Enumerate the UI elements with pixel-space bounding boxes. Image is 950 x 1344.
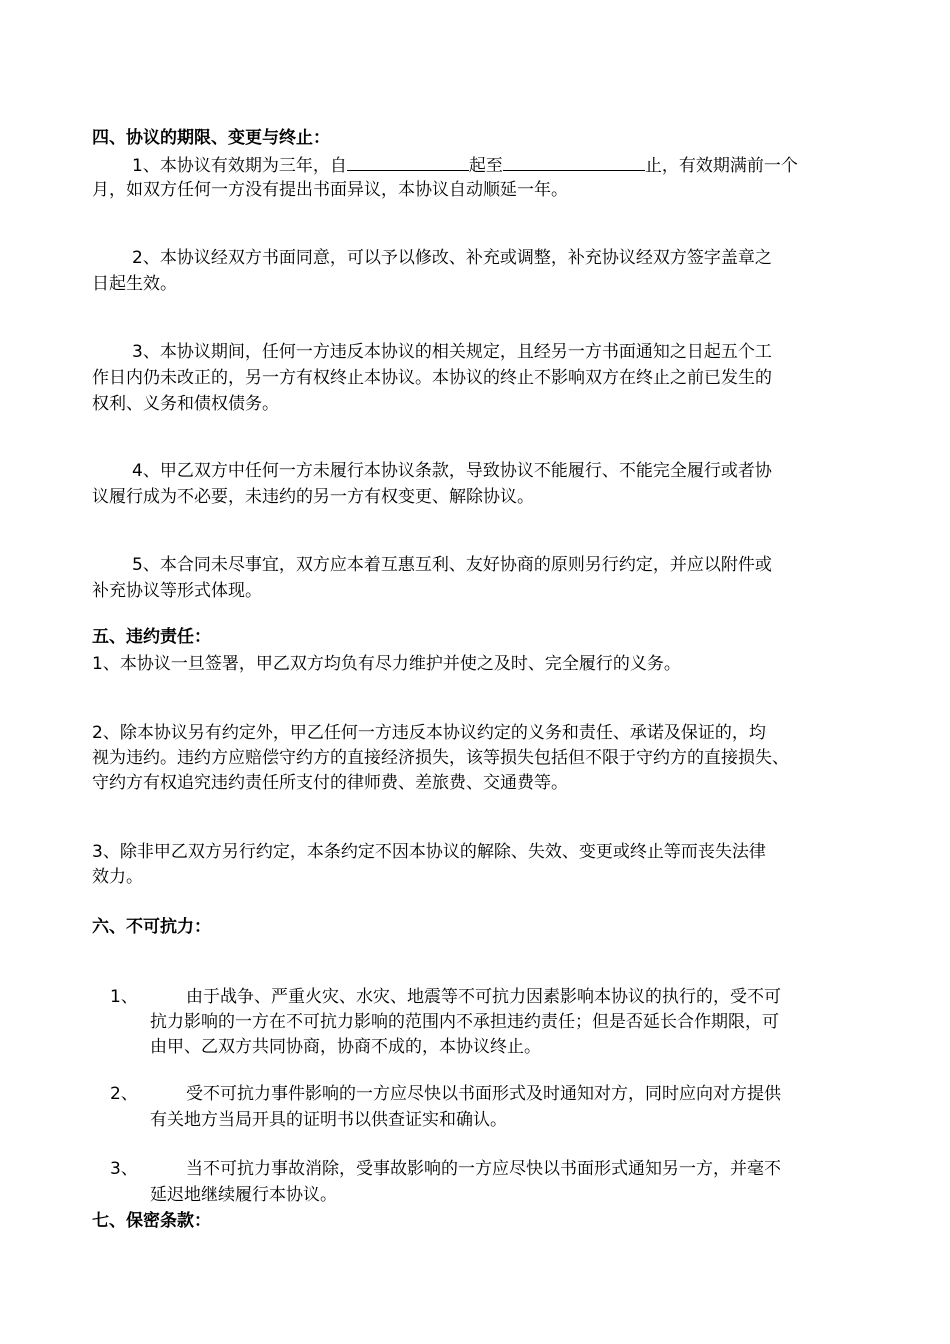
start-date-blank[interactable] [347, 154, 469, 171]
section-4-p3-line2: 作日内仍未改正的，另一方有权终止本协议。本协议的终止不影响双方在终止之前已发生的 [92, 368, 772, 388]
end-date-blank[interactable] [503, 154, 645, 171]
section-6-item1-line3: 由甲、乙双方共同协商，协商不成的，本协议终止。 [150, 1037, 541, 1057]
section-5-heading: 五、违约责任： [92, 627, 211, 647]
section-7-heading: 七、保密条款： [92, 1211, 211, 1231]
section-6-item3-line1: 当不可抗力事故消除，受事故影响的一方应尽快以书面形式通知另一方，并毫不 [186, 1159, 781, 1179]
section-4-p3-line1: 3、本协议期间，任何一方违反本协议的相关规定，且经另一方书面通知之日起五个工 [132, 342, 772, 362]
list-number: 3、 [110, 1159, 138, 1179]
section-4-p2-line2: 日起生效。 [92, 274, 177, 294]
section-6-item1-line2: 抗力影响的一方在不可抗力影响的范围内不承担违约责任；但是否延长合作期限，可 [150, 1012, 779, 1032]
section-6-heading: 六、不可抗力： [92, 917, 211, 937]
section-5-p2-line3: 守约方有权追究违约责任所支付的律师费、差旅费、交通费等。 [92, 773, 568, 793]
section-4-p1-line2: 月，如双方任何一方没有提出书面异议，本协议自动顺延一年。 [92, 180, 568, 200]
section-4-p1-line1 [132, 154, 798, 176]
p1-text-c: 止，有效期满前一个 [644, 156, 798, 176]
section-5-p2-line2: 视为违约。违约方应赔偿守约方的直接经济损失，该等损失包括但不限于守约方的直接损失、 [92, 748, 789, 768]
section-6-item1-line1: 由于战争、严重火灾、水灾、地震等不可抗力因素影响本协议的执行的，受不可 [186, 987, 781, 1007]
section-4-p4-line1: 4、甲乙双方中任何一方未履行本协议条款，导致协议不能履行、不能完全履行或者协 [132, 461, 772, 481]
section-5-p3-line1: 3、除非甲乙双方另行约定，本条约定不因本协议的解除、失效、变更或终止等而丧失法律 [92, 842, 766, 862]
p1-text-a: 1、本协议有效期为三年，自 [132, 156, 347, 176]
section-4-p4-line2: 议履行成为不必要，未违约的另一方有权变更、解除协议。 [92, 487, 534, 507]
section-4-p5-line2: 补充协议等形式体现。 [92, 581, 262, 601]
section-6-item3-line2: 延迟地继续履行本协议。 [150, 1185, 337, 1205]
section-5-p3-line2: 效力。 [92, 867, 143, 887]
list-number: 2、 [110, 1084, 138, 1104]
section-4-heading: 四、协议的期限、变更与终止： [92, 128, 330, 148]
section-5-p2-line1: 2、除本协议另有约定外，甲乙任何一方违反本协议约定的义务和责任、承诺及保证的，均 [92, 723, 766, 743]
section-4-p5-line1: 5、本合同未尽事宜，双方应本着互惠互利、友好协商的原则另行约定，并应以附件或 [132, 555, 772, 575]
section-6-item2-line1: 受不可抗力事件影响的一方应尽快以书面形式及时通知对方，同时应向对方提供 [186, 1084, 781, 1104]
section-4-p2-line1: 2、本协议经双方书面同意，可以予以修改、补充或调整，补充协议经双方签字盖章之 [132, 248, 772, 268]
p1-text-b: 起至 [468, 156, 503, 176]
list-number: 1、 [110, 987, 138, 1007]
section-4-p3-line3: 权利、义务和债权债务。 [92, 394, 279, 414]
section-6-item2-line2: 有关地方当局开具的证明书以供查证实和确认。 [150, 1110, 507, 1130]
section-5-p1: 1、本协议一旦签署，甲乙双方均负有尽力维护并使之及时、完全履行的义务。 [92, 654, 681, 674]
